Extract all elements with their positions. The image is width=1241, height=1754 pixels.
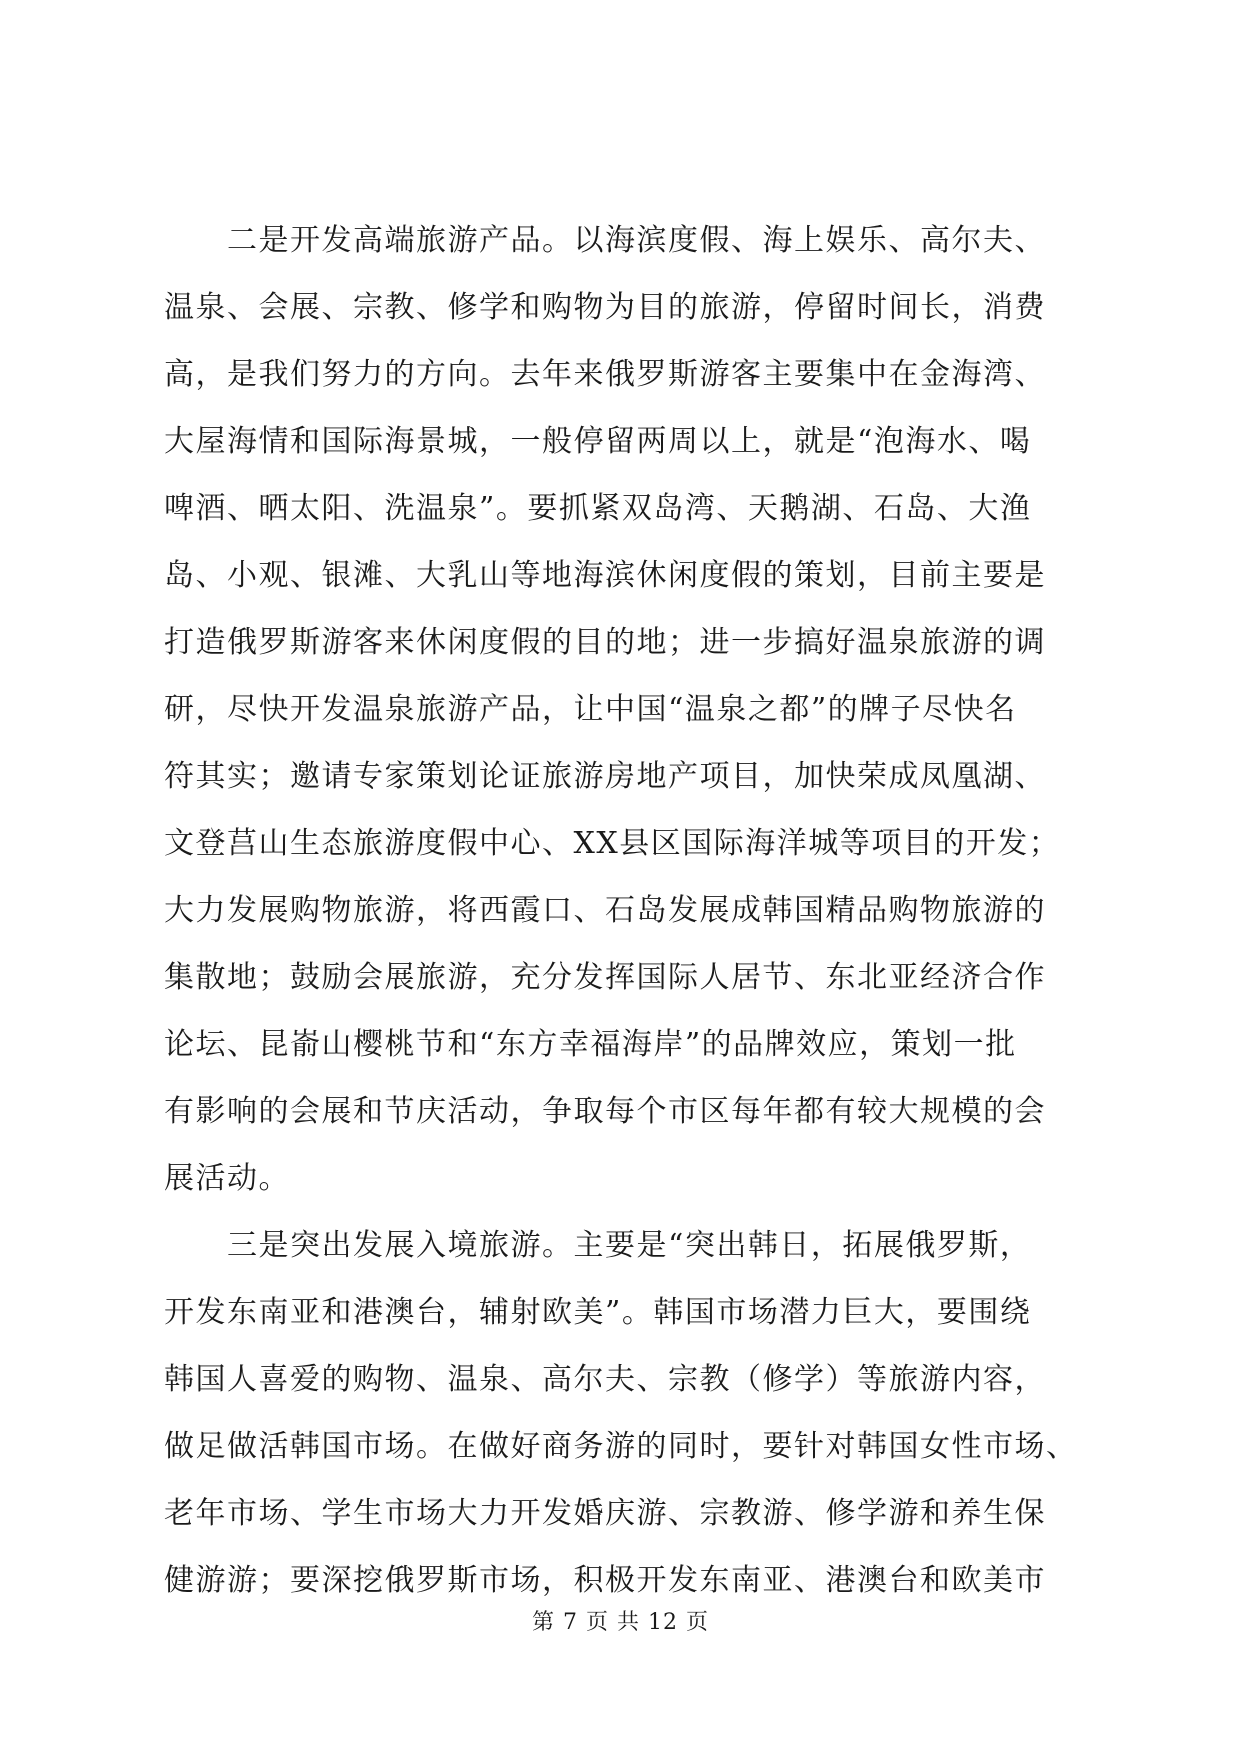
text-line: 啤酒、晒太阳、洗温泉”。要抓紧双岛湾、天鹅湖、石岛、大渔 [164, 491, 1032, 526]
text-line: 展活动。 [164, 1161, 290, 1196]
text-line: 符其实；邀请专家策划论证旅游房地产项目，加快荣成凤凰湖、 [164, 759, 1046, 794]
text-line: 有影响的会展和节庆活动，争取每个市区每年都有较大规模的会 [164, 1094, 1046, 1129]
text-line: 韩国人喜爱的购物、温泉、高尔夫、宗教（修学）等旅游内容， [164, 1362, 1046, 1397]
text-line: 大力发展购物旅游，将西霞口、石岛发展成韩国精品购物旅游的 [164, 893, 1046, 928]
text-line: 岛、小观、银滩、大乳山等地海滨休闲度假的策划，目前主要是 [164, 558, 1046, 593]
text-line: 温泉、会展、宗教、修学和购物为目的旅游，停留时间长，消费 [164, 290, 1046, 325]
page-number: 第 7 页 共 12 页 [532, 1610, 709, 1635]
text-line: 文登莒山生态旅游度假中心、XX县区国际海洋城等项目的开发； [164, 826, 1061, 861]
text-line: 集散地；鼓励会展旅游，充分发挥国际人居节、东北亚经济合作 [164, 960, 1046, 995]
text-line: 健游游；要深挖俄罗斯市场，积极开发东南亚、港澳台和欧美市 [164, 1563, 1046, 1598]
page-footer [0, 1605, 1241, 1636]
text-line: 老年市场、学生市场大力开发婚庆游、宗教游、修学游和养生保 [164, 1496, 1046, 1531]
text-line: 三是突出发展入境旅游。主要是“突出韩日，拓展俄罗斯， [227, 1228, 1032, 1263]
text-line: 开发东南亚和港澳台，辅射欧美”。韩国市场潜力巨大，要围绕 [164, 1295, 1032, 1330]
text-line: 研，尽快开发温泉旅游产品，让中国“温泉之都”的牌子尽快名 [164, 692, 1017, 727]
text-line: 高，是我们努力的方向。去年来俄罗斯游客主要集中在金海湾、 [164, 357, 1046, 392]
text-line: 做足做活韩国市场。在做好商务游的同时，要针对韩国女性市场、 [164, 1429, 1078, 1464]
body-text [164, 207, 1084, 1614]
text-line: 二是开发高端旅游产品。以海滨度假、海上娱乐、高尔夫、 [227, 223, 1046, 258]
text-line: 论坛、昆嵛山樱桃节和“东方幸福海岸”的品牌效应，策划一批 [164, 1027, 1017, 1062]
text-line: 打造俄罗斯游客来休闲度假的目的地；进一步搞好温泉旅游的调 [164, 625, 1046, 660]
text-line: 大屋海情和国际海景城，一般停留两周以上，就是“泡海水、喝 [164, 424, 1032, 459]
